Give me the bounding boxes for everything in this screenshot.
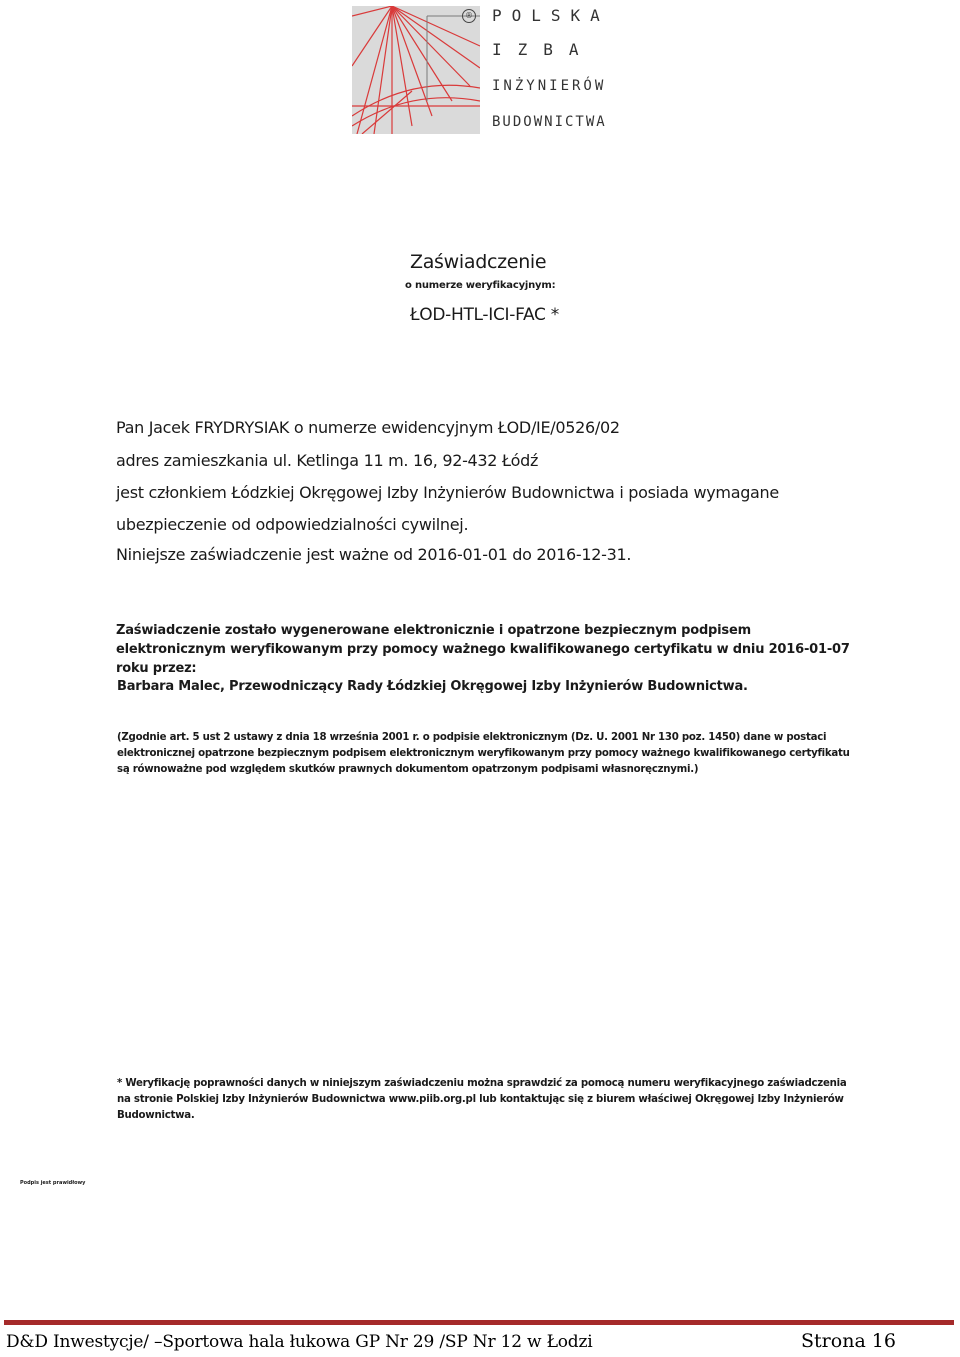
footer-document-title: D&D Inwestycje/ –Sportowa hala łukowa GP Nr 29 /SP Nr 12 w Łodzi [6,1332,593,1352]
electronic-signature-statement: Zaświadczenie zostało wygenerowane elektronicznie i opatrzone bezpiecznym podpisem elektronicznym weryfikowanym przy pomocy ważnego kwalifikowanego certyfikatu w dniu 2016-01-07 roku przez: [116,623,850,676]
tiny-signature-status: Podpis jest prawidłowy [20,1180,86,1186]
engineer-address-line: adres zamieszkania ul. Ketlinga 11 m. 16, 92-432 Łódź [116,451,539,470]
signer-name: Barbara Malec, Przewodniczący Rady Łódzkiej Okręgowej Izby Inżynierów Budownictwa. [117,679,748,694]
footer-page-number: Strona 16 [801,1330,896,1352]
verification-footnote: * Weryfikację poprawności danych w niniejszym zaświadczeniu można sprawdzić za pomocą numeru weryfikacyjnego zaświadczenia na stronie Polskiej Izby Inżynierów Budownictwa www.piib.org.pl lub kontaktując się z biurem właściwej Okręgowej Izby Inżynierów Budownictwa. [117,1078,847,1121]
certificate-subtitle: o numerze weryfikacyjnym: [405,280,556,291]
membership-statement: jest członkiem Łódzkiej Okręgowej Izby Inżynierów Budownictwa i posiada wymagane ubezpieczenie od odpowiedzialności cywilnej. [116,483,779,534]
logo-text-line-4: BUDOWNICTWA [492,114,607,130]
validity-statement: Niniejsze zaświadczenie jest ważne od 2016-01-01 do 2016-12-31. [116,545,632,564]
verification-code: ŁOD-HTL-ICI-FAC * [410,305,559,325]
footer-rule [4,1320,954,1325]
legal-note: (Zgodnie art. 5 ust 2 ustawy z dnia 18 września 2001 r. o podpisie elektronicznym (Dz. U. 2001 Nr 130 poz. 1450) dane w postaci elektronicznej opatrzone bezpiecznym podpisem elektronicznym weryfikowanym przy pomocy ważnego kwalifikowanego certyfikatu są równoważne pod względem skutków prawnych dokumentom opatrzonym podpisami własnoręcznymi.) [117,732,850,775]
certificate-title: Zaświadczenie [410,251,547,273]
registered-mark: ® [462,9,476,23]
piib-logo-emblem [352,6,480,134]
engineer-registration-line: Pan Jacek FRYDRYSIAK o numerze ewidencyjnym ŁOD/IE/0526/02 [116,418,620,437]
logo-emblem-graphic [352,6,480,134]
logo-text-line-3: INŻYNIERÓW [492,78,607,94]
logo-text-line-2: IZBA [492,40,595,59]
logo-text-line-1: POLSKA [492,6,610,25]
